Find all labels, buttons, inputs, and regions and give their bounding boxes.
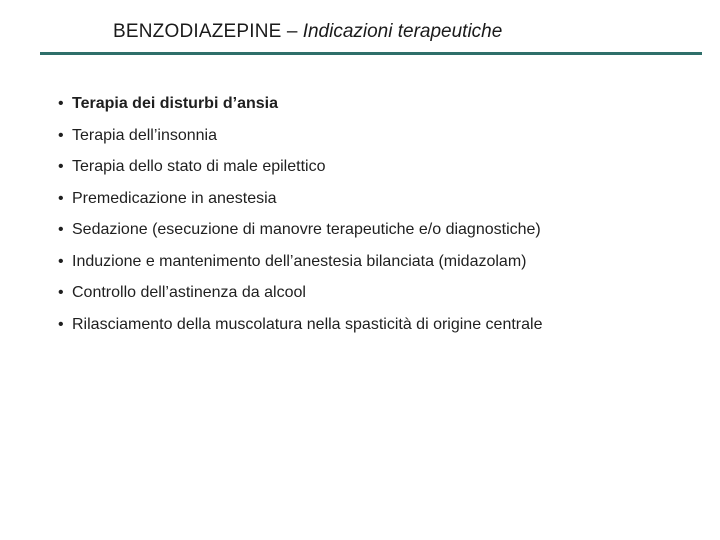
slide-title bbox=[113, 19, 502, 45]
bullet-icon: • bbox=[58, 158, 64, 175]
bullet-item bbox=[58, 120, 542, 152]
title-subtitle: Indicazioni terapeutiche bbox=[302, 21, 503, 42]
bullet-item bbox=[58, 214, 542, 246]
bullet-text: Terapia dell’insonnia bbox=[72, 126, 217, 144]
bullet-item bbox=[58, 88, 542, 120]
bullet-item bbox=[58, 183, 542, 215]
bullet-icon: • bbox=[58, 284, 64, 301]
bullet-icon: • bbox=[58, 252, 64, 270]
bullet-text: Rilasciamento della muscolatura nella spasticità di origine centrale bbox=[72, 315, 543, 333]
bullet-text: Terapia dei disturbi d’ansia bbox=[72, 95, 278, 112]
bullet-icon: • bbox=[58, 126, 64, 144]
bullet-text: Terapia dello stato di male epilettico bbox=[72, 158, 326, 175]
title-underline bbox=[40, 52, 702, 55]
bullet-icon: • bbox=[58, 221, 64, 238]
bullet-text: Sedazione (esecuzione di manovre terapeutiche e/o diagnostiche) bbox=[72, 221, 541, 238]
bullet-icon: • bbox=[58, 189, 64, 207]
bullet-item bbox=[58, 309, 542, 341]
bullet-text: Controllo dell’astinenza da alcool bbox=[72, 284, 306, 301]
bullet-item bbox=[58, 151, 542, 183]
bullet-item bbox=[58, 246, 542, 278]
title-separator: – bbox=[281, 21, 303, 42]
bullet-text: Premedicazione in anestesia bbox=[72, 189, 277, 207]
title-main: BENZODIAZEPINE bbox=[113, 21, 282, 42]
bullet-item bbox=[58, 277, 542, 309]
bullet-icon: • bbox=[58, 95, 64, 112]
bullet-text: Induzione e mantenimento dell’anestesia bilanciata (midazolam) bbox=[72, 252, 527, 270]
bullet-list bbox=[58, 88, 542, 340]
bullet-icon: • bbox=[58, 315, 64, 333]
